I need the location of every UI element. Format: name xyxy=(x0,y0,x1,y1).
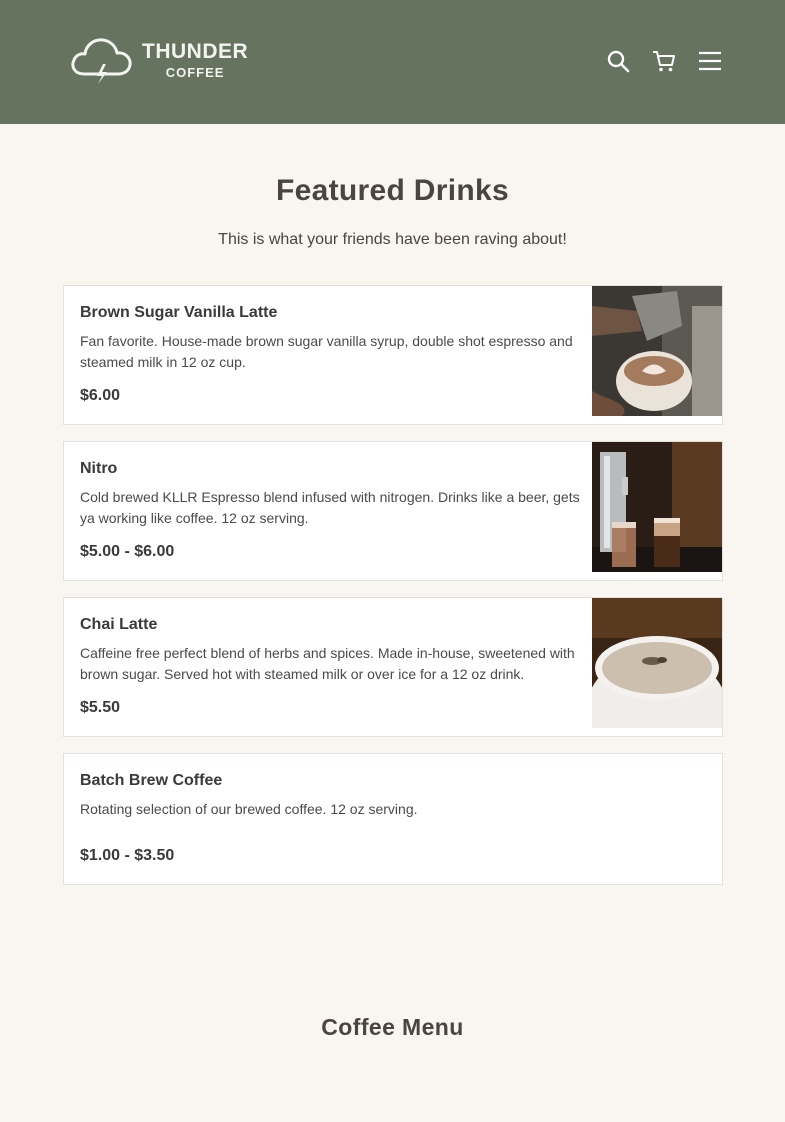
logo-name: THUNDER xyxy=(142,40,249,63)
drink-card-chai-latte[interactable] xyxy=(63,597,723,737)
drink-price: $5.00 - $6.00 xyxy=(80,543,175,560)
cart-icon[interactable] xyxy=(651,48,677,74)
latte-art-image xyxy=(592,286,722,416)
drink-description: Rotating selection of our brewed coffee. 12 oz serving. xyxy=(80,801,418,817)
drink-description: Cold brewed KLLR Espresso blend infused with nitrogen. Drinks like a beer, gets ya working like coffee. 12 oz serving. xyxy=(80,489,580,526)
drink-name: Nitro xyxy=(80,460,118,477)
drink-description: Caffeine free perfect blend of herbs and spices. Made in-house, sweetened with brown sugar. Served hot with steamed milk or over ice for a 12 oz drink. xyxy=(80,645,575,682)
drink-card-nitro[interactable] xyxy=(63,441,723,581)
coffee-menu-title: Coffee Menu xyxy=(321,1014,464,1040)
drink-name: Chai Latte xyxy=(80,616,158,633)
chai-latte-image xyxy=(592,598,722,728)
featured-subtitle: This is what your friends have been raving about! xyxy=(218,231,567,248)
drink-name: Batch Brew Coffee xyxy=(80,772,223,789)
search-icon[interactable] xyxy=(605,48,631,74)
site-header xyxy=(0,0,785,124)
drink-price: $5.50 xyxy=(80,699,121,716)
nitro-tap-image xyxy=(592,442,722,572)
featured-title: Featured Drinks xyxy=(276,174,509,207)
drink-name: Brown Sugar Vanilla Latte xyxy=(80,304,278,321)
drink-card-batch-brew-coffee[interactable] xyxy=(63,753,723,885)
drink-price: $1.00 - $3.50 xyxy=(80,847,175,864)
logo[interactable] xyxy=(70,34,248,86)
drink-price: $6.00 xyxy=(80,387,121,404)
drink-description: Fan favorite. House-made brown sugar vanilla syrup, double shot espresso and steamed milk in 12 oz cup. xyxy=(80,333,573,370)
logo-subtitle: COFFEE xyxy=(165,65,225,80)
menu-icon[interactable] xyxy=(697,48,723,74)
cloud-bolt-icon xyxy=(70,34,132,86)
drink-card-brown-sugar-vanilla-latte[interactable] xyxy=(63,285,723,425)
